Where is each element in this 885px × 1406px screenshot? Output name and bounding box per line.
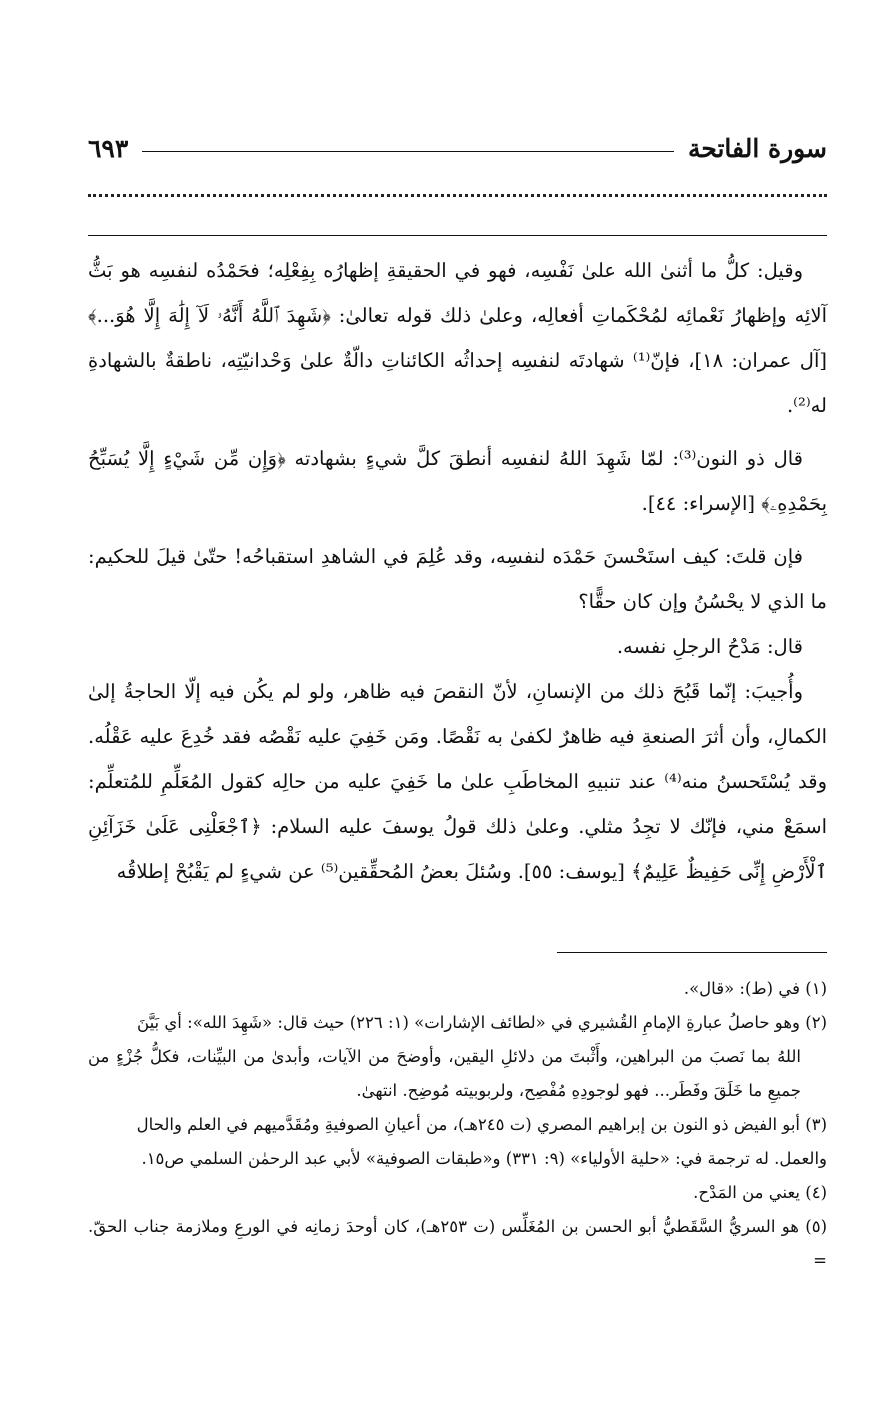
footnote-3-continued: والعمل. له ترجمة في: «حلية الأولياء» (٩: ٣٣١) و«طبقات الصوفية» لأبي عبد الرحمٰن السلمي ص١٥. xyxy=(141,1149,827,1168)
footnote-1: (١) في (ط): «قال». xyxy=(683,979,827,998)
paragraph-5: وأُجيبَ: إنّما قَبُحَ ذلك من الإنسانِ، لأنّ النقصَ فيه ظاهر، ولو لم يكُن فيه إلّا الحاجةُ إلىٰ الكمالِ، وأن أثرَ الصنعةِ فيه ظاهرٌ لكفىٰ به نَقْصًا. ومَن خَفِيَ عليه نَقْصُه فقد خُدِعَ عليه عَقْلُه. وقد يُسْتَحسنُ منه⁽⁴⁾ عند تنبيهِ المخاطَبِ علىٰ ما خَفِيَ عليه من حالِه كقول المُعَلِّمِ للمُتعلِّم: اسمَعْ مني، فإنّك لا تجِدُ مثلي. وعلىٰ ذلك قولُ يوسفَ عليه السلام: ﴿ٱجْعَلْنِى عَلَىٰ خَزَآئِنِ ٱلْأَرْضِ إِنِّى حَفِيظٌ عَلِيمٌ﴾ [يوسف: ٥٥]. وسُئلَ بعضُ المُحقِّقين⁽⁵⁾ عن شيءٍ لم يَقْبُحْ إطلاقُه xyxy=(88,680,827,883)
running-header xyxy=(88,128,827,168)
text-top-rule xyxy=(88,235,827,236)
paragraph-4: قال: مَدْحُ الرجلِ نفسه. xyxy=(616,635,803,658)
footnote-5: (٥) هو السريُّ السَّقَطيُّ أبو الحسن بن المُغَلِّس (ت ٢٥٣هـ)، كان أوحدَ زمانِه في الورعِ وملازمة جناب الحقّ. = xyxy=(88,1217,828,1270)
paragraph-1: وقيل: كلُّ ما أثنىٰ الله علىٰ نَفْسِه، فهو في الحقيقةِ إظهارُه بِفِعْلِه؛ فحَمْدُه لنفسِه هو بَثُّ آلائِه وإظهارُ نَعْمائِه لمُحْكَماتِ أفعالِه، وعلىٰ ذلك قوله تعالىٰ: ﴿شَهِدَ ٱللَّهُ أَنَّهُۥ لَآ إِلَٰهَ إِلَّا هُوَ...﴾ [آل عمران: ١٨]، فإنّ⁽¹⁾ شهادتَه لنفسِه إحداثُه الكائناتِ دالّةٌ علىٰ وَحْدانيّتِه، ناطقةٌ بالشهادةِ له⁽²⁾. xyxy=(88,259,827,417)
footnote-3: (٣) أبو الفيض ذو النون بن إبراهيم المصري (ت ٢٤٥هـ)، من أعيانِ الصوفيةِ ومُقَدَّميهم في العلم والحال xyxy=(136,1115,827,1134)
footnote-2-continued: اللهُ بما نَصبَ من البراهين، وأَثْبتَ من دلائلِ اليقين، وأوضحَ من الآيات، وأبدىٰ من البيِّنات، فكلُّ جُزْءٍ من جميعِ ما خَلَقَ وفَطَر... فهو لوجودِهِ مُفْصِح، ولربوبيته مُوضِح. انتهىٰ. xyxy=(88,1047,801,1100)
surah-title: سورة الفاتحة xyxy=(687,133,827,163)
main-text xyxy=(88,248,827,894)
footnote-4: (٤) يعني من المَدْح. xyxy=(693,1183,827,1202)
footnote-rule xyxy=(557,952,827,953)
footnote-2: (٢) وهو حاصلُ عبارةِ الإمامِ القُشيري في «لطائف الإشارات» (١: ٢٢٦) حيث قال: «شَهِدَ الله»: أي بَيَّنَ xyxy=(137,1013,827,1032)
page-number: ٦٩٣ xyxy=(88,133,129,163)
footnotes xyxy=(88,972,827,1278)
paragraph-3: فإن قلتَ: كيف استَحْسنَ حَمْدَه لنفسِه، وقد عُلِمَ في الشاهدِ استقباحُه! حتّىٰ قيلَ للحكيم: ما الذي لا يحْسُنُ وإن كان حقًّا؟ xyxy=(88,545,827,613)
header-rule xyxy=(142,151,674,152)
dotted-separator xyxy=(88,194,827,211)
document-page xyxy=(88,0,827,1406)
paragraph-2: قال ذو النون⁽³⁾: لمّا شَهِدَ اللهُ لنفسِه أنطقَ كلَّ شيءٍ بشهادته ﴿وَإِن مِّن شَيْءٍ إِلَّا يُسَبِّحُ بِحَمْدِهِۦ﴾ [الإسراء: ٤٤]. xyxy=(88,447,827,515)
